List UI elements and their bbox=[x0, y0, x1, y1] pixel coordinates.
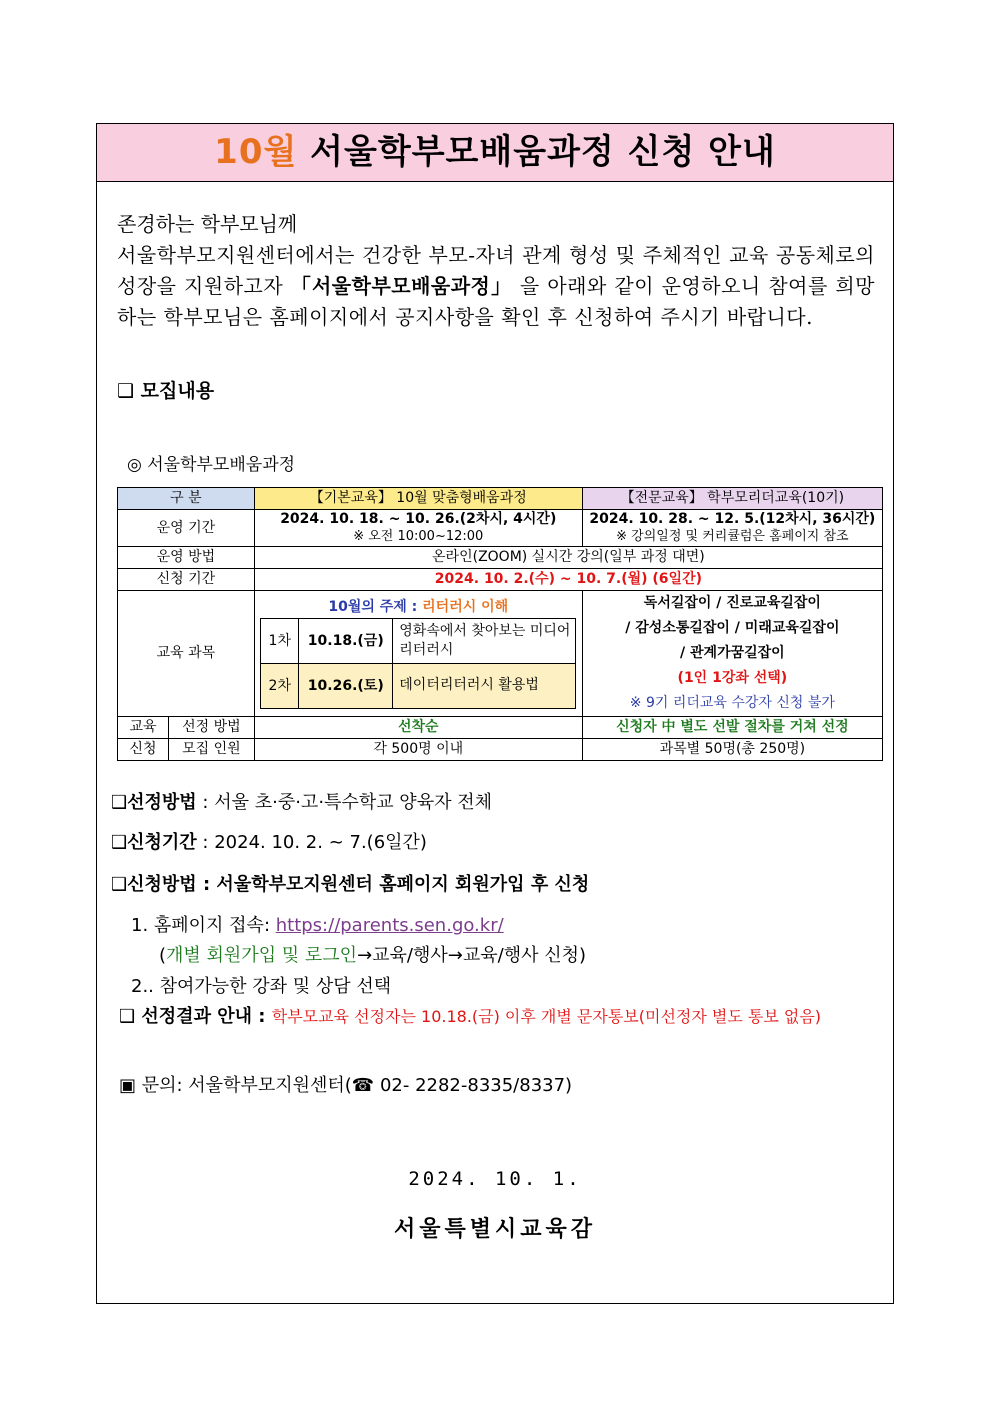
table-row-period bbox=[118, 510, 883, 547]
result-row bbox=[119, 1002, 821, 1028]
topic: 리터러시 이해 bbox=[422, 598, 509, 615]
basic-select: 선착순 bbox=[254, 717, 582, 739]
step-2: 2.. 참여가능한 강좌 및 상담 선택 bbox=[131, 976, 392, 997]
topic-line bbox=[257, 597, 580, 618]
table-row-count bbox=[118, 739, 883, 761]
session-row-1 bbox=[261, 618, 576, 663]
label-course: 교육 과목 bbox=[118, 591, 255, 717]
step-1b bbox=[159, 941, 586, 967]
intro-text-2: 을 아래와 같이 운영하오니 참여를 희망하는 학부모님은 홈페이지에서 공지사항을 확인 후 신청하여 주시기 바랍니다. bbox=[117, 274, 876, 329]
basic-period: 2024. 10. 18. ~ 10. 26.(2차시, 4시간) bbox=[280, 511, 557, 527]
session-2-date: 10.26.(토) bbox=[299, 663, 393, 708]
basic-course-cell bbox=[254, 591, 582, 717]
homepage-link[interactable]: https://parents.sen.go.kr/ bbox=[275, 915, 504, 936]
selection-row bbox=[111, 788, 492, 814]
table-row-apply bbox=[118, 569, 883, 591]
intro-text-1: 서울학부모지원센터에서는 건강한 부모-자녀 관계 형성 및 주체적인 교육 공동체로의 성장을 지원하고자 bbox=[117, 243, 875, 298]
label-method: 운영 방법 bbox=[118, 547, 255, 569]
period-value: : 2024. 10. 2. ~ 7.(6일간) bbox=[196, 832, 427, 853]
label-count: 모집 인원 bbox=[182, 741, 241, 757]
session-1-no: 1차 bbox=[261, 618, 299, 663]
expert-course-cell bbox=[582, 591, 882, 717]
result-label: ❑ 선정결과 안내 : bbox=[119, 1006, 272, 1027]
step-1b-rest: →교육/행사→교육/행사 신청) bbox=[357, 945, 586, 966]
session-row-2 bbox=[261, 663, 576, 708]
table-header-row bbox=[118, 488, 883, 510]
result-value: 학부모교육 선정자는 10.18.(금) 이후 개별 문자통보(미선정자 별도 통보 없음) bbox=[271, 1007, 822, 1026]
expert-select: 신청자 中 별도 선발 절차를 거쳐 선정 bbox=[582, 717, 882, 739]
header-basic: 【기본교육】 10월 맞춤형배움과정 bbox=[254, 488, 582, 510]
expert-period: 2024. 10. 28. ~ 12. 5.(12차시, 36시간) bbox=[589, 511, 876, 527]
label-edu: 교육 bbox=[118, 717, 169, 738]
method-row bbox=[111, 870, 589, 896]
expert-courses-2: / 감성소통길잡이 / 미래교육길잡이 bbox=[625, 620, 840, 636]
method-value: 온라인(ZOOM) 실시간 강의(일부 과정 대면) bbox=[254, 547, 882, 569]
signup-login: 개별 회원가입 및 로그인 bbox=[166, 945, 358, 966]
step-1b-open: ( bbox=[159, 945, 167, 966]
selection-value: : 서울 초·중·고·특수학교 양육자 전체 bbox=[196, 792, 492, 813]
section-recruit: ❑ 모집내용 bbox=[117, 380, 215, 402]
basic-count: 각 500명 이내 bbox=[254, 739, 582, 761]
method-label: ❑신청방법 bbox=[111, 874, 197, 895]
program-label: ◎ 서울학부모배움과정 bbox=[127, 455, 296, 475]
expert-count: 과목별 50명(총 250명) bbox=[582, 739, 882, 761]
expert-period-cell bbox=[582, 510, 882, 547]
step-1 bbox=[131, 911, 504, 937]
issue-date: 2024. 10. 1. bbox=[408, 1168, 582, 1190]
program-table bbox=[117, 487, 883, 761]
document-frame bbox=[96, 123, 894, 1304]
expert-courses-1: 독서길잡이 / 진로교육길잡이 bbox=[643, 595, 821, 611]
session-table bbox=[260, 618, 576, 709]
expert-choice: (1인 1강좌 선택) bbox=[677, 670, 788, 686]
label-apply: 신청 기간 bbox=[118, 569, 255, 591]
count-label-wrap bbox=[118, 739, 254, 760]
intro-paragraph bbox=[117, 240, 875, 333]
table-row-course bbox=[118, 591, 883, 717]
contact: ▣ 문의: 서울학부모지원센터(☎ 02- 2282-8335/8337) bbox=[119, 1075, 573, 1096]
table-row-select bbox=[118, 717, 883, 739]
greeting: 존경하는 학부모님께 bbox=[117, 212, 298, 236]
expert-note: ※ 강의일정 및 커리큘럼은 홈페이지 참조 bbox=[616, 529, 849, 544]
session-1-date: 10.18.(금) bbox=[299, 618, 393, 663]
title-text: 서울학부모배움과정 신청 안내 bbox=[297, 132, 776, 172]
period-row bbox=[111, 828, 427, 854]
expert-restrict: ※ 9기 리더교육 수강자 신청 불가 bbox=[629, 695, 835, 711]
table-row-method bbox=[118, 547, 883, 569]
page-title bbox=[97, 124, 893, 182]
header-category: 구 분 bbox=[118, 488, 255, 510]
apply-value: 2024. 10. 2.(수) ~ 10. 7.(월) (6일간) bbox=[254, 569, 882, 591]
period-label: ❑신청기간 bbox=[111, 832, 197, 853]
session-1-title: 영화속에서 찾아보는 미디어리터러시 bbox=[393, 618, 576, 663]
header-expert: 【전문교육】 학부모리더교육(10기) bbox=[582, 488, 882, 510]
label-period: 운영 기간 bbox=[118, 510, 255, 547]
signature: 서울특별시교육감 bbox=[393, 1217, 597, 1242]
selection-label: ❑선정방법 bbox=[111, 792, 197, 813]
method-value-text: : 서울학부모지원센터 홈페이지 회원가입 후 신청 bbox=[196, 874, 590, 895]
select-label-wrap bbox=[118, 717, 254, 738]
basic-time: ※ 오전 10:00~12:00 bbox=[353, 529, 484, 544]
session-2-title: 데이터리터러시 활용법 bbox=[393, 663, 576, 708]
expert-courses-3: / 관계가꿈길잡이 bbox=[680, 645, 785, 661]
label-select: 선정 방법 bbox=[182, 719, 241, 735]
label-count-cell bbox=[118, 739, 255, 761]
basic-period-cell bbox=[254, 510, 582, 547]
title-month: 10월 bbox=[214, 132, 298, 172]
topic-prefix: 10월의 주제 : bbox=[328, 598, 423, 615]
label-apply2: 신청 bbox=[118, 739, 169, 760]
session-2-no: 2차 bbox=[261, 663, 299, 708]
program-name: 「서울학부모배움과정」 bbox=[290, 274, 513, 298]
label-select-cell bbox=[118, 717, 255, 739]
step-1-prefix: 1. 홈페이지 접속: bbox=[131, 915, 276, 936]
